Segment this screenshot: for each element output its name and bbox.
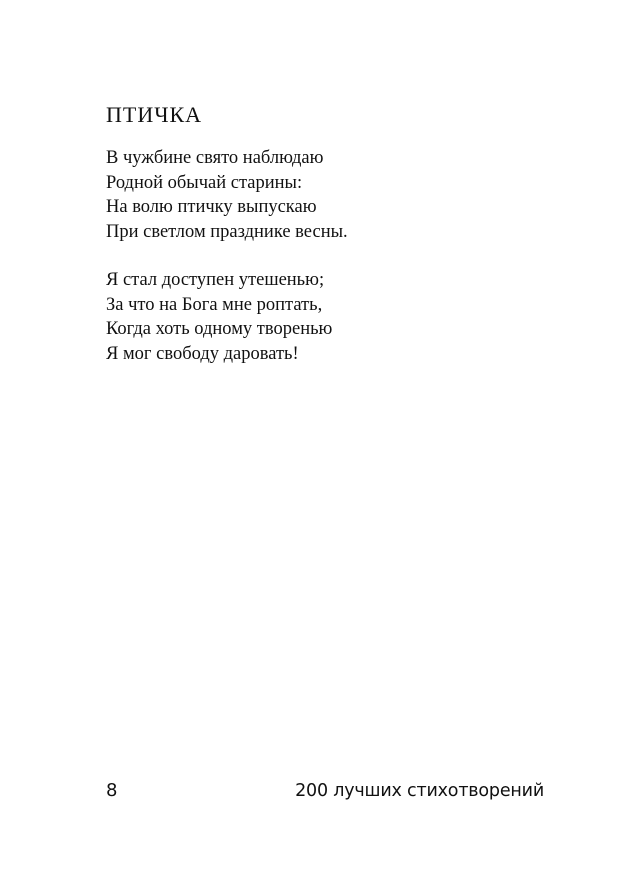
poem-title: ПТИЧКА — [106, 102, 203, 127]
poem-line: При светлом празднике весны. — [106, 221, 348, 242]
poem-line: На волю птичку выпускаю — [106, 197, 317, 217]
poem-line: За что на Бога мне роптать, — [106, 294, 323, 315]
poem-stanza — [106, 146, 348, 244]
poem-line: Когда хоть одному творенью — [106, 319, 333, 339]
poem-stanza — [106, 268, 332, 366]
running-title: 200 лучших стихотворений — [295, 781, 544, 801]
poem-line: Я стал доступен утешенью; — [106, 270, 325, 290]
poem-line: В чужбине свято наблюдаю — [106, 148, 324, 168]
page-footer — [106, 778, 544, 804]
poem-line: Родной обычай старины: — [106, 172, 303, 193]
page-number: 8 — [106, 780, 118, 801]
poem-line: Я мог свободу даровать! — [106, 343, 299, 364]
